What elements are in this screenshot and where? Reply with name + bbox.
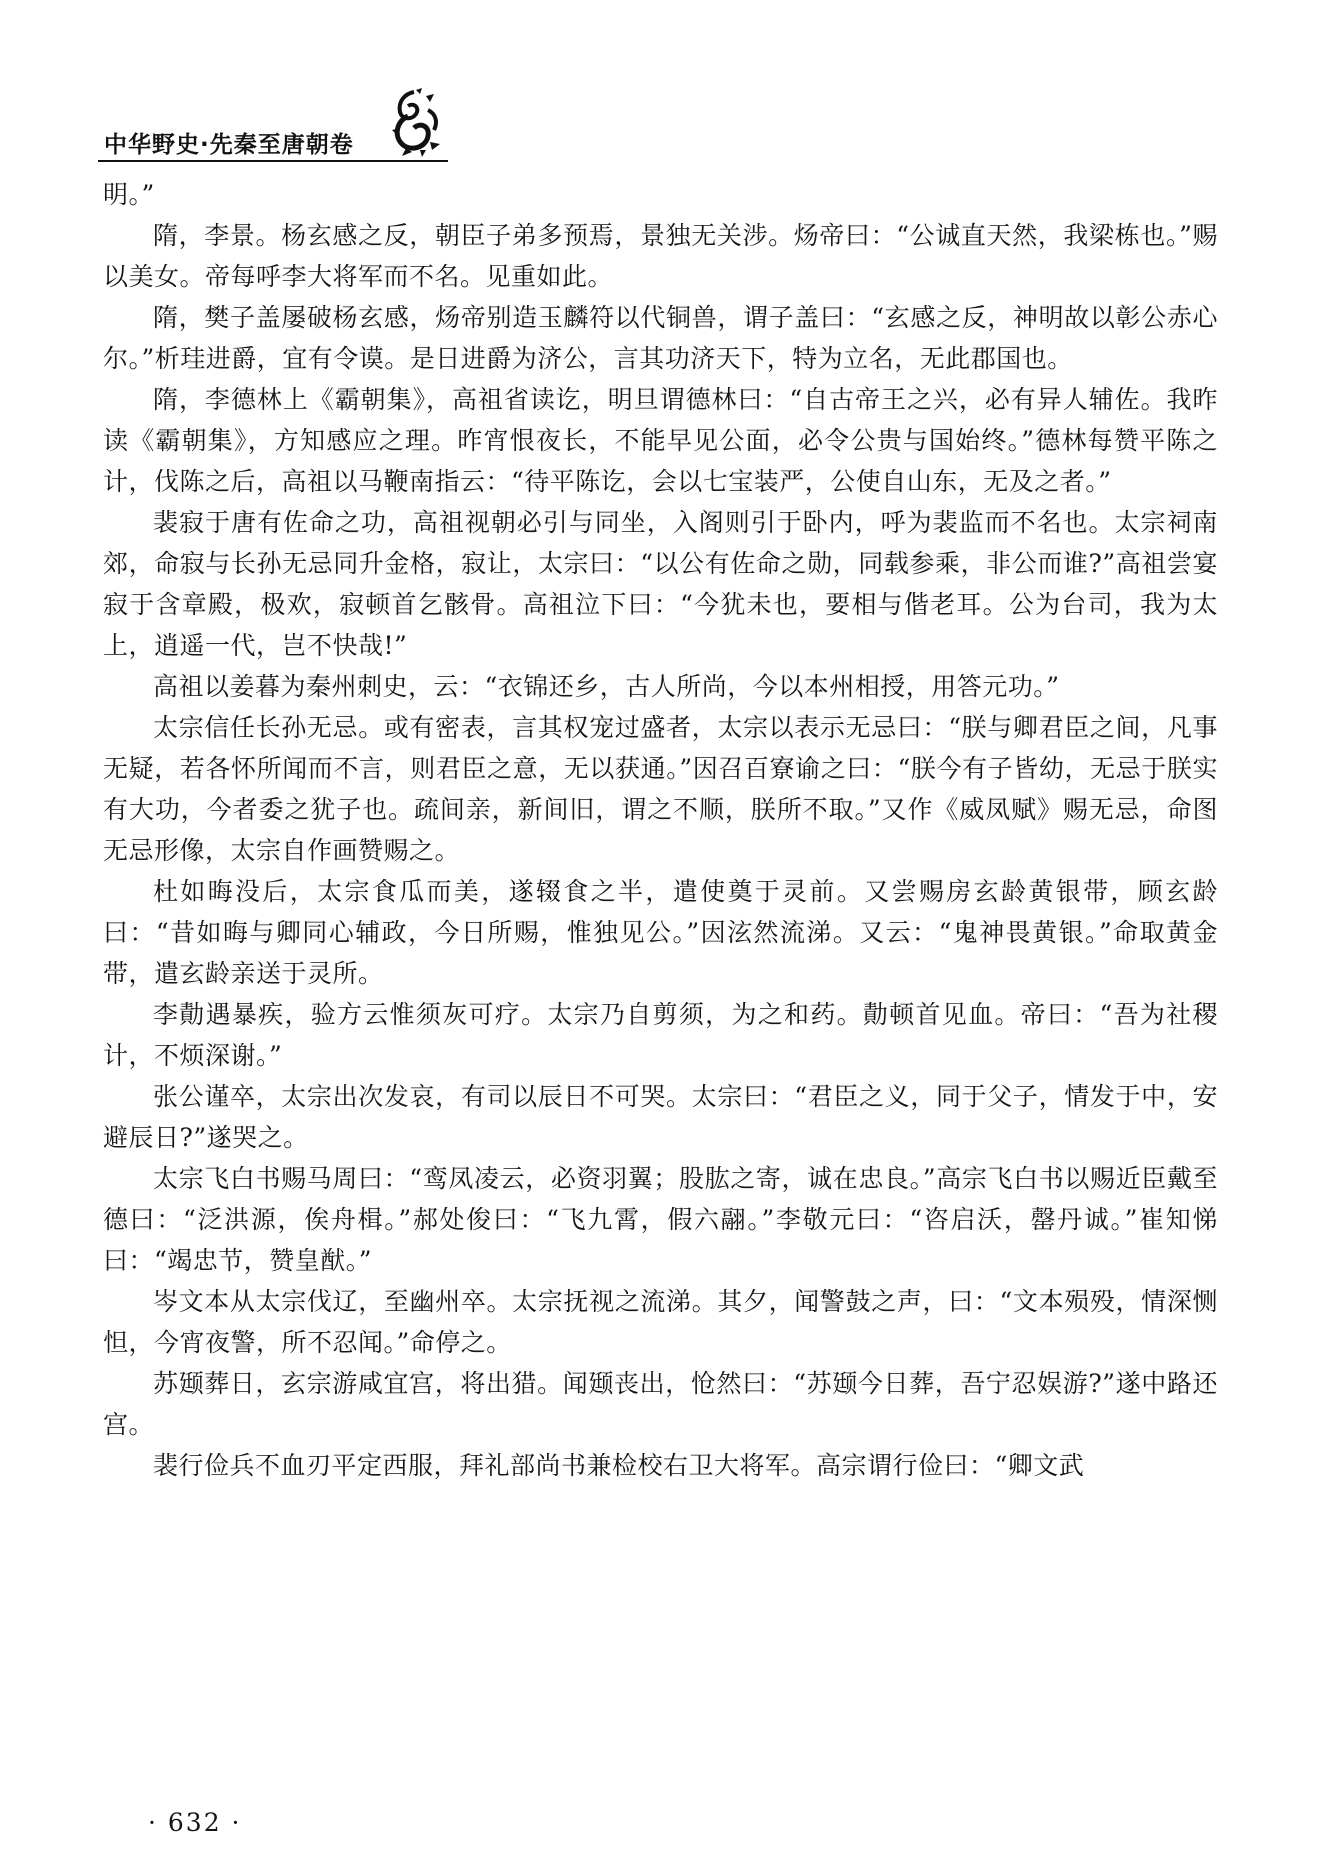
body-paragraph: 李勣遇暴疾，验方云惟须灰可疗。太宗乃自剪须，为之和药。勣顿首见血。帝曰：“吾为社稷计，不烦深谢。” — [103, 1000, 1218, 1070]
running-header — [98, 86, 448, 161]
body-paragraph: 明。” — [103, 180, 155, 209]
dragon-emblem-icon — [386, 86, 442, 158]
body-paragraph: 隋，樊子盖屡破杨玄感，炀帝别造玉麟符以代铜兽，谓子盖曰：“玄感之反，神明故以彰公赤心尔。”析珪进爵，宜有令谟。是日进爵为济公，言其功济天下，特为立名，无此郡国也。 — [103, 303, 1218, 373]
body-paragraph: 裴行俭兵不血刃平定西服，拜礼部尚书兼检校右卫大将军。高宗谓行俭曰：“卿文武 — [153, 1451, 1085, 1480]
running-header-title: 中华野史·先秦至唐朝卷 — [104, 132, 354, 158]
body-paragraph: 太宗飞白书赐马周曰：“鸾凤凌云，必资羽翼；股肱之寄，诚在忠良。”高宗飞白书以赐近臣戴至德曰：“泛洪源，俟舟楫。”郝处俊曰：“飞九霄，假六翮。”李敬元曰：“咨启沃，罄丹诚。”崔知悌曰：“竭忠节，赞皇猷。” — [103, 1164, 1218, 1275]
page-body — [103, 174, 1218, 1486]
body-paragraph: 裴寂于唐有佐命之功，高祖视朝必引与同坐，入阁则引于卧内，呼为裴监而不名也。太宗祠南郊，命寂与长孙无忌同升金格，寂让，太宗曰：“以公有佐命之勋，同载参乘，非公而谁?”高祖尝宴寂于含章殿，极欢，寂顿首乞骸骨。高祖泣下曰：“今犹未也，要相与偕老耳。公为台司，我为太上，逍遥一代，岂不快哉!” — [103, 508, 1218, 660]
body-paragraph: 高祖以姜暮为秦州刺史，云：“衣锦还乡，古人所尚，今以本州相授，用答元功。” — [153, 672, 1060, 701]
body-paragraph: 太宗信任长孙无忌。或有密表，言其权宠过盛者，太宗以表示无忌曰：“朕与卿君臣之间，凡事无疑，若各怀所闻而不言，则君臣之意，无以获通。”因召百寮谕之曰：“朕今有子皆幼，无忌于朕实有大功，今者委之犹子也。疏间亲，新间旧，谓之不顺，朕所不取。”又作《威凤赋》赐无忌，命图无忌形像，太宗自作画赞赐之。 — [103, 713, 1218, 865]
body-paragraph: 隋，李德林上《霸朝集》，高祖省读讫，明旦谓德林曰：“自古帝王之兴，必有异人辅佐。我昨读《霸朝集》，方知感应之理。昨宵恨夜长，不能早见公面，必令公贵与国始终。”德林每赞平陈之计，伐陈之后，高祖以马鞭南指云：“待平陈讫，会以七宝装严，公使自山东，无及之者。” — [103, 385, 1218, 496]
body-paragraph: 苏颋葬日，玄宗游咸宜宫，将出猎。闻颋丧出，怆然曰：“苏颋今日葬，吾宁忍娱游?”遂中路还宫。 — [103, 1369, 1218, 1439]
body-paragraph: 岑文本从太宗伐辽，至幽州卒。太宗抚视之流涕。其夕，闻警鼓之声，曰：“文本殒殁，情深恻怛，今宵夜警，所不忍闻。”命停之。 — [103, 1287, 1218, 1357]
body-paragraph: 隋，李景。杨玄感之反，朝臣子弟多预焉，景独无关涉。炀帝曰：“公诚直天然，我梁栋也。”赐以美女。帝每呼李大将军而不名。见重如此。 — [103, 221, 1218, 291]
page-number: · 632 · — [148, 1808, 242, 1837]
body-paragraph: 杜如晦没后，太宗食瓜而美，遂辍食之半，遣使奠于灵前。又尝赐房玄龄黄银带，顾玄龄曰：“昔如晦与卿同心辅政，今日所赐，惟独见公。”因泫然流涕。又云：“鬼神畏黄银。”命取黄金带，遣玄龄亲送于灵所。 — [103, 877, 1218, 988]
body-paragraph: 张公谨卒，太宗出次发哀，有司以辰日不可哭。太宗曰：“君臣之义，同于父子，情发于中，安避辰日?”遂哭之。 — [103, 1082, 1218, 1152]
header-rule — [98, 160, 448, 162]
